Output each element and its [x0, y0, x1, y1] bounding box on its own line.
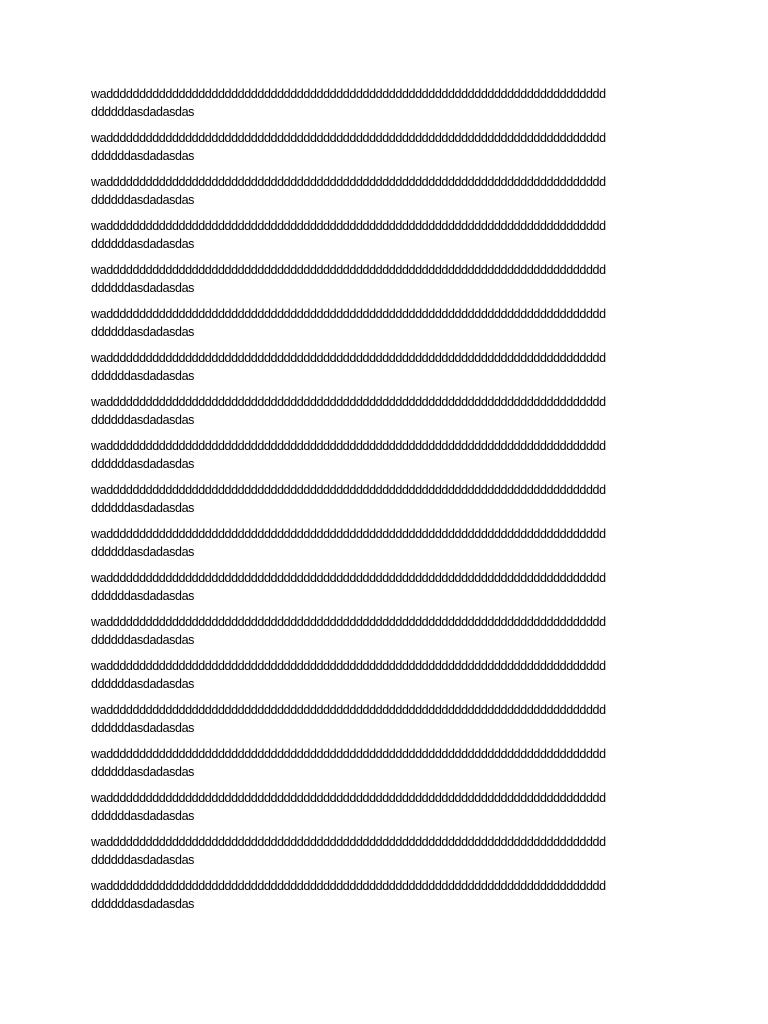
paragraph-line: ddddddasdadasdas	[91, 192, 195, 207]
paragraph-line: ddddddasdadasdas	[91, 412, 195, 427]
paragraph-line: wadddddddddddddddddddddddddddddddddddddddddddddddddddddddddddddddddddddddddddd	[91, 703, 606, 717]
paragraph-line: ddddddasdadasdas	[91, 720, 195, 735]
paragraph	[91, 614, 681, 649]
paragraph-line: wadddddddddddddddddddddddddddddddddddddddddddddddddddddddddddddddddddddddddddd	[91, 571, 606, 585]
paragraph-line: wadddddddddddddddddddddddddddddddddddddddddddddddddddddddddddddddddddddddddddd	[91, 351, 606, 365]
paragraph	[91, 262, 681, 297]
paragraph-line: ddddddasdadasdas	[91, 324, 195, 339]
paragraph-line: wadddddddddddddddddddddddddddddddddddddddddddddddddddddddddddddddddddddddddddd	[91, 527, 606, 541]
paragraph-line: wadddddddddddddddddddddddddddddddddddddddddddddddddddddddddddddddddddddddddddd	[91, 175, 606, 189]
document-body	[91, 86, 681, 922]
paragraph-line: wadddddddddddddddddddddddddddddddddddddddddddddddddddddddddddddddddddddddddddd	[91, 87, 606, 101]
paragraph	[91, 306, 681, 341]
paragraph	[91, 350, 681, 385]
paragraph-line: wadddddddddddddddddddddddddddddddddddddddddddddddddddddddddddddddddddddddddddd	[91, 131, 606, 145]
paragraph-line: ddddddasdadasdas	[91, 808, 195, 823]
paragraph	[91, 174, 681, 209]
paragraph	[91, 86, 681, 121]
paragraph-line: ddddddasdadasdas	[91, 104, 195, 119]
paragraph	[91, 526, 681, 561]
paragraph	[91, 570, 681, 605]
paragraph-line: wadddddddddddddddddddddddddddddddddddddddddddddddddddddddddddddddddddddddddddd	[91, 747, 606, 761]
paragraph	[91, 658, 681, 693]
paragraph-line: wadddddddddddddddddddddddddddddddddddddddddddddddddddddddddddddddddddddddddddd	[91, 219, 606, 233]
paragraph-line: ddddddasdadasdas	[91, 676, 195, 691]
paragraph-line: ddddddasdadasdas	[91, 852, 195, 867]
paragraph-line: wadddddddddddddddddddddddddddddddddddddddddddddddddddddddddddddddddddddddddddd	[91, 835, 606, 849]
paragraph	[91, 482, 681, 517]
paragraph	[91, 790, 681, 825]
paragraph	[91, 218, 681, 253]
paragraph	[91, 834, 681, 869]
paragraph	[91, 878, 681, 913]
paragraph	[91, 702, 681, 737]
paragraph-line: ddddddasdadasdas	[91, 456, 195, 471]
paragraph-line: ddddddasdadasdas	[91, 764, 195, 779]
paragraph-line: wadddddddddddddddddddddddddddddddddddddddddddddddddddddddddddddddddddddddddddd	[91, 439, 606, 453]
paragraph-line: wadddddddddddddddddddddddddddddddddddddddddddddddddddddddddddddddddddddddddddd	[91, 791, 606, 805]
paragraph-line: wadddddddddddddddddddddddddddddddddddddddddddddddddddddddddddddddddddddddddddd	[91, 483, 606, 497]
paragraph	[91, 394, 681, 429]
paragraph-line: ddddddasdadasdas	[91, 500, 195, 515]
paragraph-line: ddddddasdadasdas	[91, 280, 195, 295]
paragraph	[91, 746, 681, 781]
paragraph-line: wadddddddddddddddddddddddddddddddddddddddddddddddddddddddddddddddddddddddddddd	[91, 659, 606, 673]
paragraph-line: wadddddddddddddddddddddddddddddddddddddddddddddddddddddddddddddddddddddddddddd	[91, 307, 606, 321]
paragraph-line: ddddddasdadasdas	[91, 236, 195, 251]
paragraph-line: ddddddasdadasdas	[91, 148, 195, 163]
paragraph-line: ddddddasdadasdas	[91, 632, 195, 647]
paragraph-line: wadddddddddddddddddddddddddddddddddddddddddddddddddddddddddddddddddddddddddddd	[91, 879, 606, 893]
paragraph-line: ddddddasdadasdas	[91, 544, 195, 559]
paragraph-line: ddddddasdadasdas	[91, 368, 195, 383]
paragraph	[91, 130, 681, 165]
paragraph	[91, 438, 681, 473]
paragraph-line: wadddddddddddddddddddddddddddddddddddddddddddddddddddddddddddddddddddddddddddd	[91, 263, 606, 277]
paragraph-line: ddddddasdadasdas	[91, 588, 195, 603]
paragraph-line: wadddddddddddddddddddddddddddddddddddddddddddddddddddddddddddddddddddddddddddd	[91, 615, 606, 629]
paragraph-line: wadddddddddddddddddddddddddddddddddddddddddddddddddddddddddddddddddddddddddddd	[91, 395, 606, 409]
paragraph-line: ddddddasdadasdas	[91, 896, 195, 911]
